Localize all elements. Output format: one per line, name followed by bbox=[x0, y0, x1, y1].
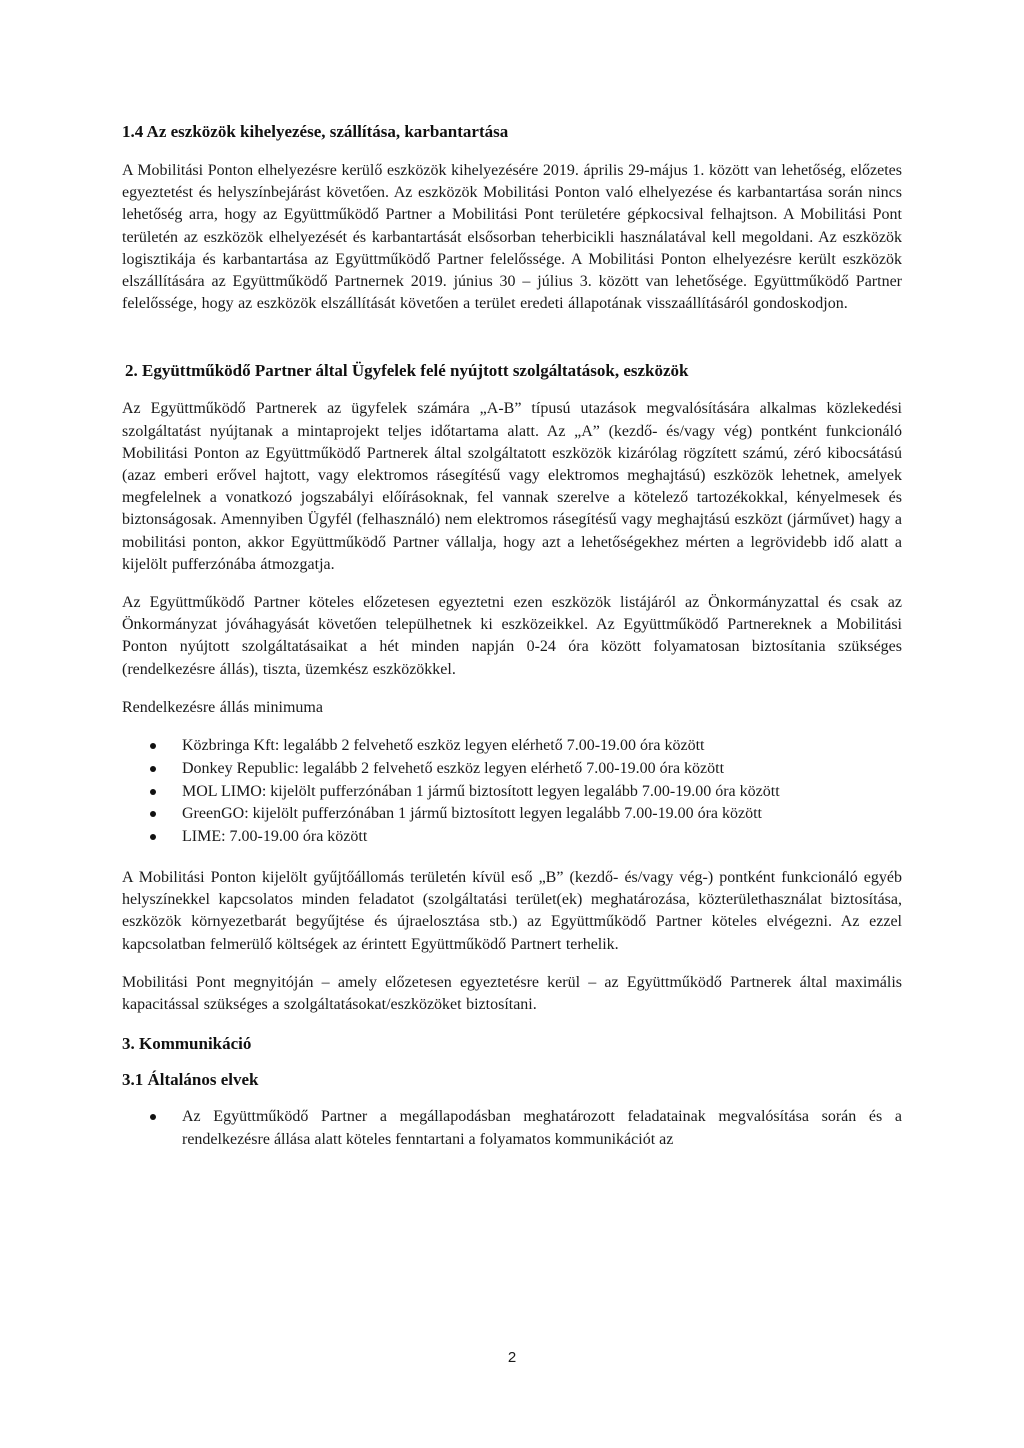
list-item: Donkey Republic: legalább 2 felvehető eszköz legyen elérhető 7.00-19.00 óra között bbox=[122, 758, 902, 781]
availability-minimum-label: Rendelkezésre állás minimuma bbox=[122, 698, 323, 716]
list-item: Az Együttműködő Partner a megállapodásban meghatározott feladatainak megvalósítása során és a rendelkezésre állása alatt köteles fenntartani a folyamatos kommunikációt az bbox=[122, 1106, 902, 1152]
section-1-4-heading: 1.4 Az eszközök kihelyezése, szállítása, karbantartása bbox=[122, 122, 509, 141]
bullet-icon bbox=[150, 743, 156, 749]
section-2-paragraph: Az Együttműködő Partner köteles előzetesen egyeztetni ezen eszközök listájáról az Önkormányzattal és csak az Önkormányzat jóváhagyását követően települhetnek ki eszközeikkel. Az Együttműködő Partnereknek a Mobilitási Ponton nyújtott szolgáltatásaikat a hét minden napján 0-24 óra között folyamatosan biztosítania szükséges (rendelkezésre állás), tiszta, üzemkész eszközökkel. bbox=[122, 594, 902, 678]
section-2-paragraph: Mobilitási Pont megnyitóján – amely előzetesen egyeztetésre kerül – az Együttműködő Partnerek által maximális kapacitással szükséges a szolgáltatásokat/eszközöket biztosítani. bbox=[122, 973, 902, 1014]
section-3-heading: 3. Kommunikáció bbox=[122, 1034, 252, 1054]
list-item: Közbringa Kft: legalább 2 felvehető eszköz legyen elérhető 7.00-19.00 óra között bbox=[122, 735, 902, 758]
section-3-1-heading: 3.1 Általános elvek bbox=[122, 1070, 259, 1090]
section-1-4-paragraph: A Mobilitási Ponton elhelyezésre kerülő eszközök kihelyezésére 2019. április 29-május 1. között van lehetőség, előzetes egyeztetést és helyszínbejárást követően. Az eszközök Mobilitási Ponton való elhelyezése és karbantartása során nincs lehetőség arra, hogy az Együttműködő Partner a Mobilitási Pont területére gépkocsival felhajtson. A Mobilitási Pont területén az eszközök elhelyezését és karbantartását elsősorban teherbicikli használatával kell megoldani. Az eszközök logisztikája és karbantartása az Együttműködő Partner felelőssége. A Mobilitási Ponton elhelyezésre került eszközök elszállítására az Együttműködő Partnernek 2019. június 30 – július 3. között van lehetősége. Együttműködő Partner felelőssége, hogy az eszközök elszállítását követően a terület eredeti állapotának visszaállításáról gondoskodjon. bbox=[122, 162, 902, 313]
bullet-icon bbox=[150, 766, 156, 772]
section-3-list bbox=[122, 1106, 902, 1152]
list-item: MOL LIMO: kijelölt pufferzónában 1 jármű biztosított legyen legalább 7.00-19.00 óra között bbox=[122, 781, 902, 804]
bullet-icon bbox=[150, 811, 156, 817]
section-2-heading: 2. Együttműködő Partner által Ügyfelek felé nyújtott szolgáltatások, eszközök bbox=[125, 361, 689, 381]
availability-list bbox=[122, 735, 902, 849]
bullet-icon bbox=[150, 789, 156, 795]
section-2-paragraph: Az Együttműködő Partnerek az ügyfelek számára „A-B” típusú utazások megvalósítására alkalmas közlekedési szolgáltatást nyújtanak a mintaprojekt teljes időtartama alatt. Az „A” (kezdő- és/vagy vég) pontként funkcionáló Mobilitási Ponton az Együttműködő Partnerek által szolgáltatott eszközök kizárólag rögzített számú, zéró kibocsátású (azaz emberi erővel hajtott, vagy elektromos rásegítésű vagy elektromos meghajtású) eszközök lehetnek, amelyek megfelelnek a vonatkozó jogszabályi előírásoknak, fel vannak szerelve a kötelező tartozékokkal, kényelmesek és biztonságosak. Amennyiben Ügyfél (felhasználó) nem elektromos rásegítésű vagy meghajtású eszközt (járművet) hagy a mobilitási ponton, akkor Együttműködő Partner vállalja, hogy azt a lehetőségekhez mérten a legrövidebb idő alatt a kijelölt pufferzónába átmozgatja. bbox=[122, 400, 902, 573]
bullet-icon bbox=[150, 1114, 156, 1120]
bullet-icon bbox=[150, 834, 156, 840]
list-item: LIME: 7.00-19.00 óra között bbox=[122, 826, 902, 849]
section-2-paragraph: A Mobilitási Ponton kijelölt gyűjtőállomás területén kívül eső „B” (kezdő- és/vagy vég-) pontként funkcionáló egyéb helyszínekkel kapcsolatos minden feladatot (szolgáltatási terület(ek) meghatározása, közterülethasználat biztosítása, eszközök környezetbarát begyűjtése és újraelosztása stb.) az Együttműködő Partner köteles elvégezni. Az ezzel kapcsolatban felmerülő költségek az érintett Együttműködő Partnert terhelik. bbox=[122, 869, 902, 953]
page-content bbox=[122, 122, 902, 1170]
page-number: 2 bbox=[507, 1349, 517, 1366]
list-item: GreenGO: kijelölt pufferzónában 1 jármű biztosított legyen legalább 7.00-19.00 óra között bbox=[122, 803, 902, 826]
